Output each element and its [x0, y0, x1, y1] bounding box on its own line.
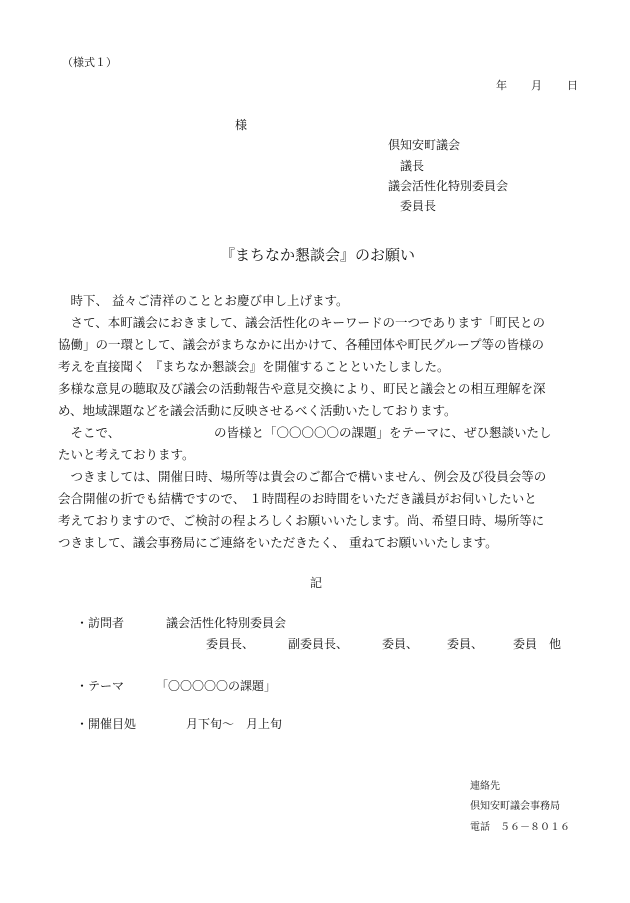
- body-line: 考えを直接聞く 『まちなか懇談会』を開催することといたしました。: [58, 359, 450, 374]
- member-role: 委員、: [382, 637, 419, 651]
- body-line: 会合開催の折でも結構ですので、 １時間程のお時間をいただき議員がお伺いしたいと: [58, 491, 537, 506]
- form-label: （様式１）: [62, 56, 117, 69]
- ki-heading: 記: [310, 576, 323, 590]
- theme-label: ・テーマ: [76, 679, 125, 693]
- schedule-value: 月下旬〜 月上旬: [186, 717, 283, 731]
- member-role: 委員長、: [206, 637, 255, 651]
- body-line: つきまして、議会事務局にご連絡をいただきたく、 重ねてお願いいたします。: [58, 535, 498, 550]
- document-title: 『まちなか懇談会』のお願い: [220, 246, 416, 264]
- body-line: さて、本町議会におきまして、議会活性化のキーワードの一つであります「町民との: [58, 315, 546, 330]
- body-line: そこで、 の皆様と「〇〇〇〇〇の課題」をテーマに、ぜひ懇談いたし: [58, 425, 552, 440]
- theme-value: 「〇〇〇〇〇の課題」: [156, 679, 277, 693]
- addressee-suffix: 様: [235, 118, 248, 132]
- sender-chair-title: 議長: [400, 159, 425, 173]
- date-month: 月: [531, 79, 542, 92]
- body-line: たいと考えております。: [58, 447, 195, 462]
- member-role: 副委員長、: [288, 637, 349, 651]
- contact-office: 倶知安町議会事務局: [470, 801, 560, 812]
- contact-phone: 電話 ５６－８０１６: [470, 822, 570, 833]
- schedule-label: ・開催目処: [76, 717, 137, 731]
- body-text: [58, 290, 578, 554]
- body-line: 考えておりますので、ご検討の程よろしくお願いいたします。尚、希望日時、場所等に: [58, 513, 545, 528]
- member-role: 委員、: [447, 637, 484, 651]
- visitor-label: ・訪問者: [76, 616, 125, 630]
- contact-label: 連絡先: [470, 781, 500, 792]
- sender-committee-chair-title: 委員長: [400, 199, 437, 213]
- body-line: め、地域課題などを議会活動に反映させるべく活動いたしております。: [58, 403, 457, 418]
- visitor-value: 議会活性化特別委員会: [166, 616, 287, 630]
- body-line: 多様な意見の聴取及び議会の活動報告や意見交換により、町民と議会との相互理解を深: [58, 381, 546, 396]
- body-line: 時下、 益々ご清祥のこととお慶び申し上げます。: [58, 293, 349, 308]
- member-role: 委員 他: [513, 637, 562, 651]
- body-line: 協働」の一環として、議会がまちなかに出かけて、各種団体や町民グループ等の皆様の: [58, 337, 545, 352]
- sender-council: 倶知安町議会: [388, 138, 461, 152]
- sender-committee: 議会活性化特別委員会: [388, 179, 509, 193]
- body-line: つきましては、開催日時、場所等は貴会のご都合で構いません、例会及び役員会等の: [58, 469, 547, 484]
- date-day: 日: [567, 79, 578, 92]
- date-year: 年: [496, 79, 507, 92]
